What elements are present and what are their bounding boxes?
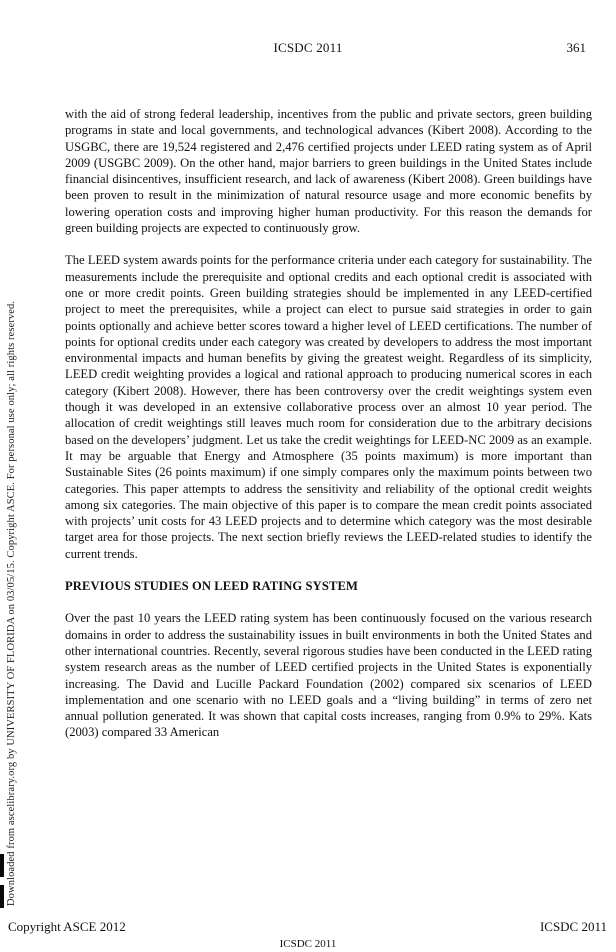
- paragraph: with the aid of strong federal leadership, incentives from the public and private sectors, green building programs in state and local governments, and technological advances (Kibert 2008). According to the USGBC, there are 19,524 registered and 2,476 certified projects under LEED rating system as of April 2009 (USGBC 2009). On the other hand, major barriers to green buildings in the United States include financial disincentives, insufficient research, and lack of awareness (Kibert 2008). Green buildings have been proven to result in the minimization of natural resource usage and more economic benefits by lowering operation costs and improving higher human productivity. For this reason the demands for green building projects are expected to continuously grow.: [65, 107, 592, 236]
- download-watermark: Downloaded from ascelibrary.org by UNIVERSITY OF FLORIDA on 03/05/15. Copyright ASCE. For personal use only; all rights reserved.: [6, 300, 17, 906]
- running-header-title: ICSDC 2011: [273, 40, 343, 55]
- footer-copyright: Copyright ASCE 2012: [8, 919, 126, 934]
- scan-artifact-mark: [0, 885, 4, 908]
- footer-conference: ICSDC 2011: [539, 919, 607, 934]
- body-text-column: [65, 106, 592, 757]
- footer-center-label: ICSDC 2011: [279, 938, 337, 950]
- section-heading: PREVIOUS STUDIES ON LEED RATING SYSTEM: [65, 579, 358, 594]
- page-number: 361: [566, 40, 586, 55]
- scan-artifact-mark: [0, 854, 4, 877]
- paragraph: The LEED system awards points for the performance criteria under each category for sustainability. The measurements include the prerequisite and optional credits and each optional credit is associated with one or more credit points. Green building strategies should be implemented in any LEED-certified project to meet the prerequisites, while a project can elect to pursue said strategies in order to gain points optionally and achieve better scores toward a higher level of LEED certifications. The number of points for optional credits under each category was created by developers to address the most important environmental impacts and human benefits by giving the greatest weight. Regardless of its simplicity, LEED credit weighting provides a logical and rational approach to producing numerical scores in each category (Kibert 2008). However, there has been controversy over the credit weightings system even though it was developed in an extensive collaborative process over an almost 10 year period. The allocation of credit weightings still leaves much room for consideration due to the arbitrary decisions based on the developers’ judgment. Let us take the credit weightings for LEED-NC 2009 as an example. It may be arguable that Energy and Atmosphere (35 points maximum) is more important than Sustainable Sites (26 points maximum) if one simply compares only the maximum points between two categories. This paper attempts to address the sensitivity and reliability of the optional credit weights among six categories. The main objective of this paper is to compare the mean credit points associated with projects’ unit costs for 43 LEED projects and to determine which category was the most desirable target area for those projects. The next section briefly reviews the LEED-related studies to identify the current trends.: [65, 253, 592, 561]
- paragraph: Over the past 10 years the LEED rating system has been continuously focused on the various research domains in order to address the sustainability issues in built environments in both the United States and other international countries. Recently, several rigorous studies have been conducted in the LEED rating system research areas as the number of LEED certified projects in the United States is exponentially increasing. The David and Lucille Packard Foundation (2002) compared six scenarios of LEED implementation and one scenario with no LEED goals and a “living building” in terms of zero net annual pollution generated. It was shown that capital costs increases, ranging from 0.9% to 29%. Kats (2003) compared 33 American: [65, 611, 592, 740]
